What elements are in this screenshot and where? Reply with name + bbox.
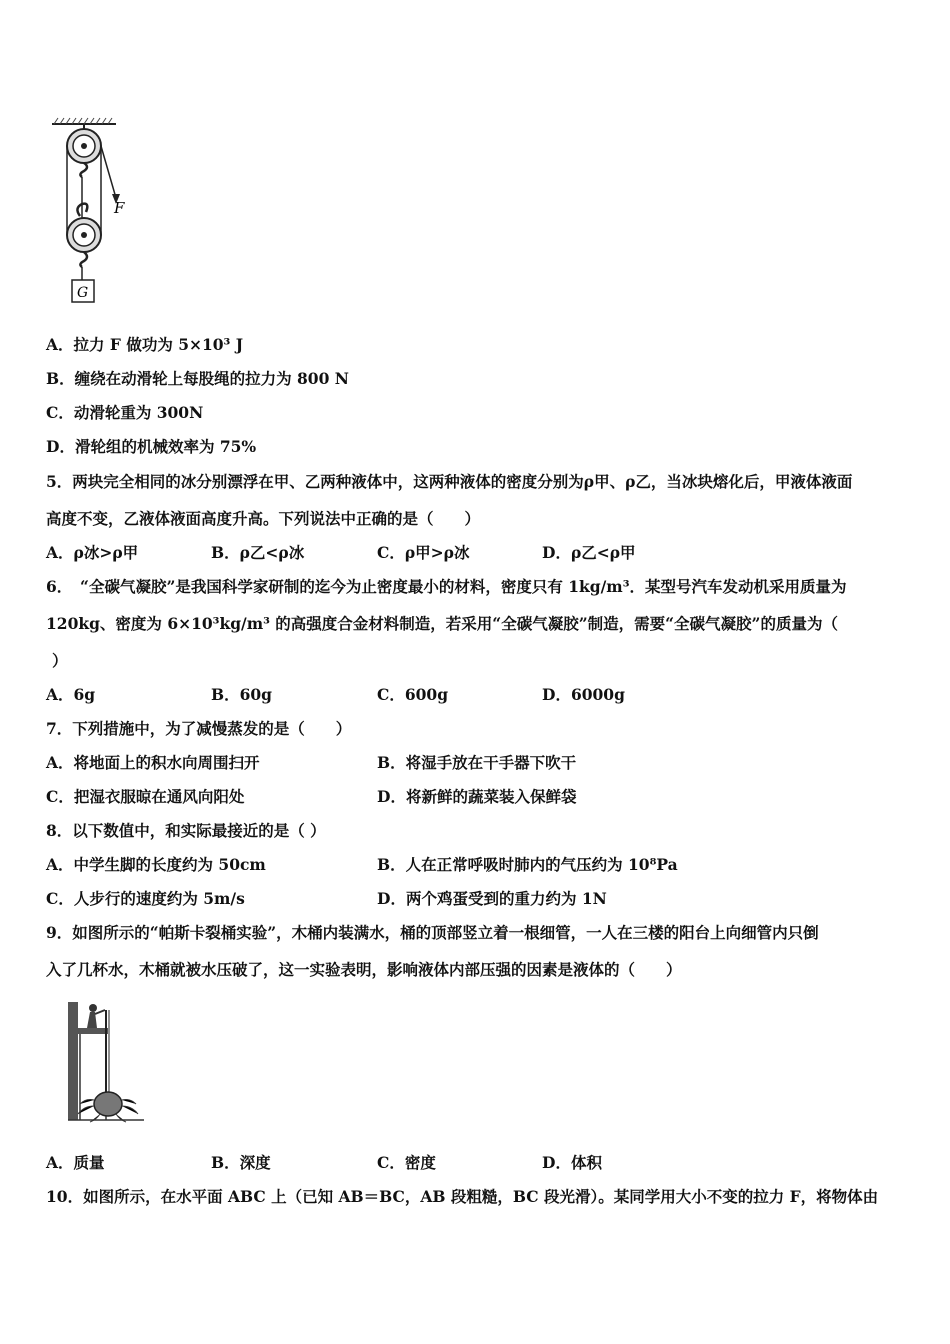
q9-option-b: B．深度 [211,1153,271,1172]
q7-option-b: B．将湿手放在干手器下吹干 [377,753,577,772]
q4-option-d: D．滑轮组的机械效率为 75% [46,437,257,456]
q8-option-d: D．两个鸡蛋受到的重力约为 1N [377,889,607,908]
q5-option-a: A．ρ冰>ρ甲 [46,543,139,562]
q8-option-c: C．人步行的速度约为 5m/s [46,889,245,908]
weight-label: G [77,285,89,301]
q9-stem-line1: 9．如图所示的“帕斯卡裂桶实验”，木桶内装满水，桶的顶部竖立着一根细管，一人在三楼的阳台上向细管内只倒 [46,923,819,942]
q6-option-d: D．6000g [542,685,625,704]
q6-stem-line2: 120kg、密度为 6×10³kg/m³ 的高强度合金材料制造，若采用“全碳气凝胶”制造，需要“全碳气凝胶”的质量为（ [46,614,838,633]
q5-option-c: C．ρ甲>ρ冰 [377,543,470,562]
q8-option-a: A．中学生脚的长度约为 50cm [46,855,266,874]
q6-option-c: C．600g [377,685,449,704]
q7-option-a: A．将地面上的积水向周围扫开 [46,753,260,772]
q7-option-c: C．把湿衣服晾在通风向阳处 [46,787,245,806]
q4-option-a: A．拉力 F 做功为 5×10³ J [46,335,244,354]
q5-stem-line2: 高度不变，乙液体液面高度升高。下列说法中正确的是（ ） [46,509,481,528]
pulley-system-figure [44,112,144,312]
q7-option-d: D．将新鲜的蔬菜装入保鲜袋 [377,787,577,806]
q6-option-b: B．60g [211,685,273,704]
q9-option-c: C．密度 [377,1153,436,1172]
q6-option-a: A．6g [46,685,96,704]
q9-option-a: A．质量 [46,1153,105,1172]
q9-stem-line2: 入了几杯水，木桶就被水压破了，这一实验表明，影响液体内部压强的因素是液体的（ ） [46,960,682,979]
q9-option-d: D．体积 [542,1153,602,1172]
q4-option-c: C．动滑轮重为 300N [46,403,204,422]
pascal-barrel-figure [66,1000,146,1125]
q5-option-b: B．ρ乙<ρ冰 [211,543,305,562]
q8-option-b: B．人在正常呼吸时肺内的气压约为 10⁸Pa [377,855,678,874]
q6-stem-line1: 6． “全碳气凝胶”是我国科学家研制的迄今为止密度最小的材料，密度只有 1kg/m³．某型号汽车发动机采用质量为 [46,577,847,596]
q6-stem-line3: ） [52,651,68,670]
q8-stem: 8．以下数值中，和实际最接近的是（ ） [46,821,326,840]
q5-option-d: D．ρ乙<ρ甲 [542,543,636,562]
q7-stem: 7．下列措施中，为了减慢蒸发的是（ ） [46,719,352,738]
force-label: F [114,199,125,217]
q4-option-b: B．缠绕在动滑轮上每股绳的拉力为 800 N [46,369,349,388]
q10-stem-line1: 10．如图所示，在水平面 ABC 上（已知 AB＝BC，AB 段粗糙，BC 段光滑）。某同学用大小不变的拉力 F，将物体由 [46,1187,879,1206]
q5-stem-line1: 5．两块完全相同的冰分别漂浮在甲、乙两种液体中，这两种液体的密度分别为ρ甲、ρ乙，当冰块熔化后，甲液体液面 [46,472,853,491]
